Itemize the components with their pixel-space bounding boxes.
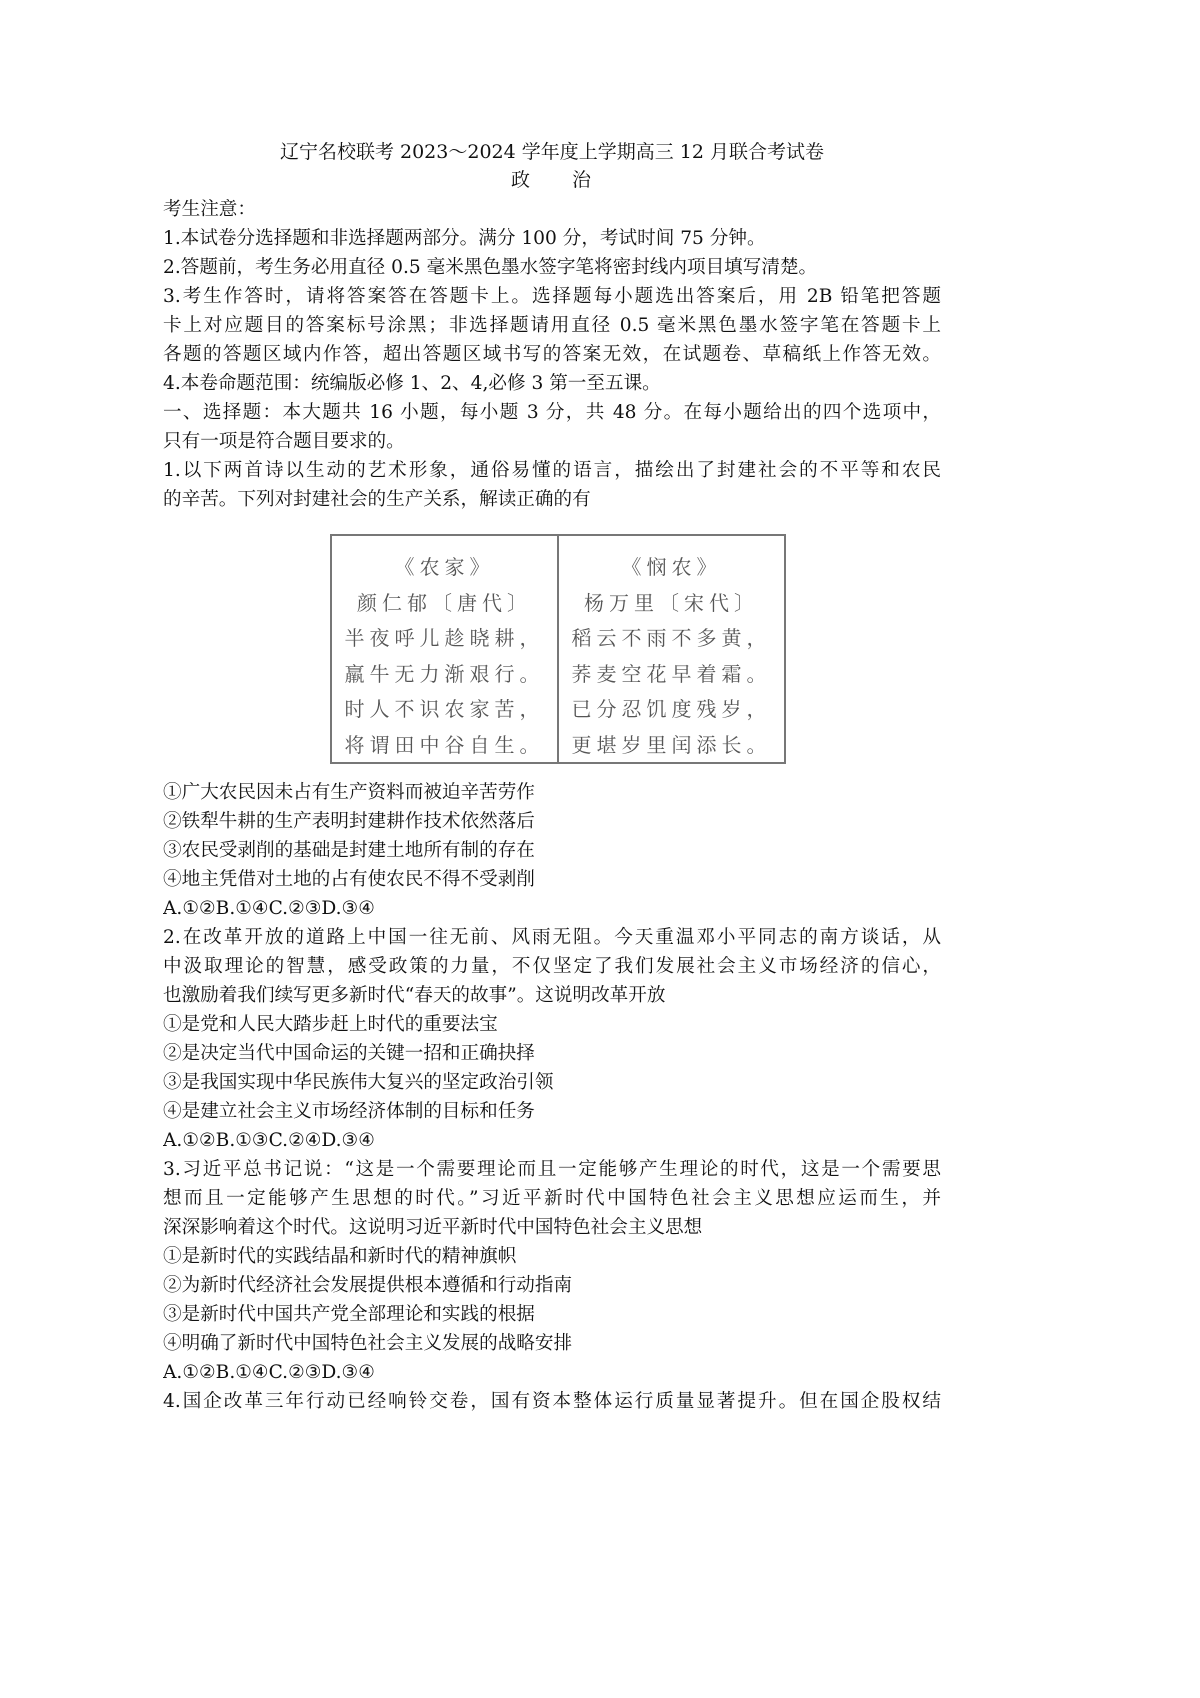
text-line: ①是新时代的实践结晶和新时代的精神旗帜 [163, 1246, 517, 1267]
text-line: A.①②B.①④C.②③D.③④ [163, 1362, 375, 1383]
text-line: A.①②B.①③C.②④D.③④ [163, 1130, 375, 1151]
text-line: ④明确了新时代中国特色社会主义发展的战略安排 [163, 1333, 573, 1354]
subject-char: 政 [510, 169, 532, 191]
poem-line: 将谓田中谷自生。 [344, 732, 545, 757]
text-line: 4.国企改革三年行动已经响铃交卷，国有资本整体运行质量显著提升。但在国企股权结 [163, 1391, 941, 1412]
text-line: 想而且一定能够产生思想的时代。”习近平新时代中国特色社会主义思想应运而生，并 [163, 1188, 941, 1209]
text-line: ③是我国实现中华民族伟大复兴的坚定政治引领 [163, 1072, 554, 1093]
text-line: A.①②B.①④C.②③D.③④ [163, 898, 375, 919]
text-line: 也激励着我们续写更多新时代“春天的故事”。这说明改革开放 [163, 985, 666, 1006]
poem-line: 羸牛无力渐艰行。 [344, 661, 545, 686]
poem-line: 稻云不雨不多黄， [571, 626, 772, 650]
poem-author: 杨万里〔宋代〕 [584, 590, 759, 615]
poem-right [557, 536, 784, 762]
text-line: ②铁犁牛耕的生产表明封建耕作技术依然落后 [163, 811, 535, 832]
text-line: ①广大农民因未占有生产资料而被迫辛苦劳作 [163, 782, 535, 803]
text-line: 各题的答题区域内作答，超出答题区域书写的答案无效，在试题卷、草稿纸上作答无效。 [163, 344, 941, 365]
poem-title: 《悯农》 [621, 555, 722, 579]
text-line: ②是决定当代中国命运的关键一招和正确抉择 [163, 1043, 535, 1064]
text-line: 3.习近平总书记说：“这是一个需要理论而且一定能够产生理论的时代，这是一个需要思 [163, 1159, 941, 1180]
text-line: 2.答题前，考生务必用直径 0.5 毫米黑色墨水签字笔将密封线内项目填写清楚。 [163, 257, 818, 278]
text-line: 中汲取理论的智慧，感受政策的力量，不仅坚定了我们发展社会主义市场经济的信心， [163, 956, 941, 977]
poem-title: 《农家》 [394, 555, 495, 579]
poem-author: 颜仁郁〔唐代〕 [357, 590, 532, 615]
text-line: ③是新时代中国共产党全部理论和实践的根据 [163, 1304, 535, 1325]
text-line: 深深影响着这个时代。这说明习近平新时代中国特色社会主义思想 [163, 1217, 703, 1238]
poem-box [330, 534, 786, 764]
text-line: ①是党和人民大踏步赶上时代的重要法宝 [163, 1014, 498, 1035]
poem-line: 时人不识农家苦， [344, 697, 545, 721]
text-line: 考生注意： [163, 199, 256, 220]
instructions-section [163, 195, 941, 514]
text-line: 4.本卷命题范围：统编版必修 1、2、4,必修 3 第一至五课。 [163, 373, 661, 394]
text-line: 1.以下两首诗以生动的艺术形象，通俗易懂的语言，描绘出了封建社会的不平等和农民 [163, 460, 941, 481]
text-line: 1.本试卷分选择题和非选择题两部分。满分 100 分，考试时间 75 分钟。 [163, 228, 766, 249]
poem-line: 半夜呼儿趁晓耕， [344, 626, 545, 650]
text-line: 一、选择题：本大题共 16 小题，每小题 3 分，共 48 分。在每小题给出的四个选项中， [163, 402, 941, 423]
text-line: ④地主凭借对土地的占有使农民不得不受剥削 [163, 869, 535, 890]
text-line: 只有一项是符合题目要求的。 [163, 431, 405, 452]
subject-char: 治 [572, 169, 594, 191]
text-line: 卡上对应题目的答案标号涂黑；非选择题请用直径 0.5 毫米黑色墨水签字笔在答题卡上 [163, 315, 941, 336]
text-line: 3.考生作答时，请将答案答在答题卡上。选择题每小题选出答案后，用 2B 铅笔把答题 [163, 286, 941, 307]
poem-left [332, 536, 557, 762]
text-line: ④是建立社会主义市场经济体制的目标和任务 [163, 1101, 535, 1122]
text-line: 的辛苦。下列对封建社会的生产关系，解读正确的有 [163, 489, 591, 510]
text-line: ②为新时代经济社会发展提供根本遵循和行动指南 [163, 1275, 573, 1296]
poem-line: 荞麦空花早着霜。 [571, 661, 772, 686]
subject-title [163, 166, 941, 195]
text-line: 2.在改革开放的道路上中国一往无前、风雨无阻。今天重温邓小平同志的南方谈话，从 [163, 927, 941, 948]
text-line: ③农民受剥削的基础是封建土地所有制的存在 [163, 840, 535, 861]
poem-line: 更堪岁里闰添长。 [571, 732, 772, 757]
questions-section [163, 778, 941, 1416]
exam-page [163, 138, 941, 1416]
exam-title: 辽宁名校联考 2023～2024 学年度上学期高三 12 月联合考试卷 [279, 141, 825, 163]
poem-line: 已分忍饥度残岁， [571, 697, 772, 721]
